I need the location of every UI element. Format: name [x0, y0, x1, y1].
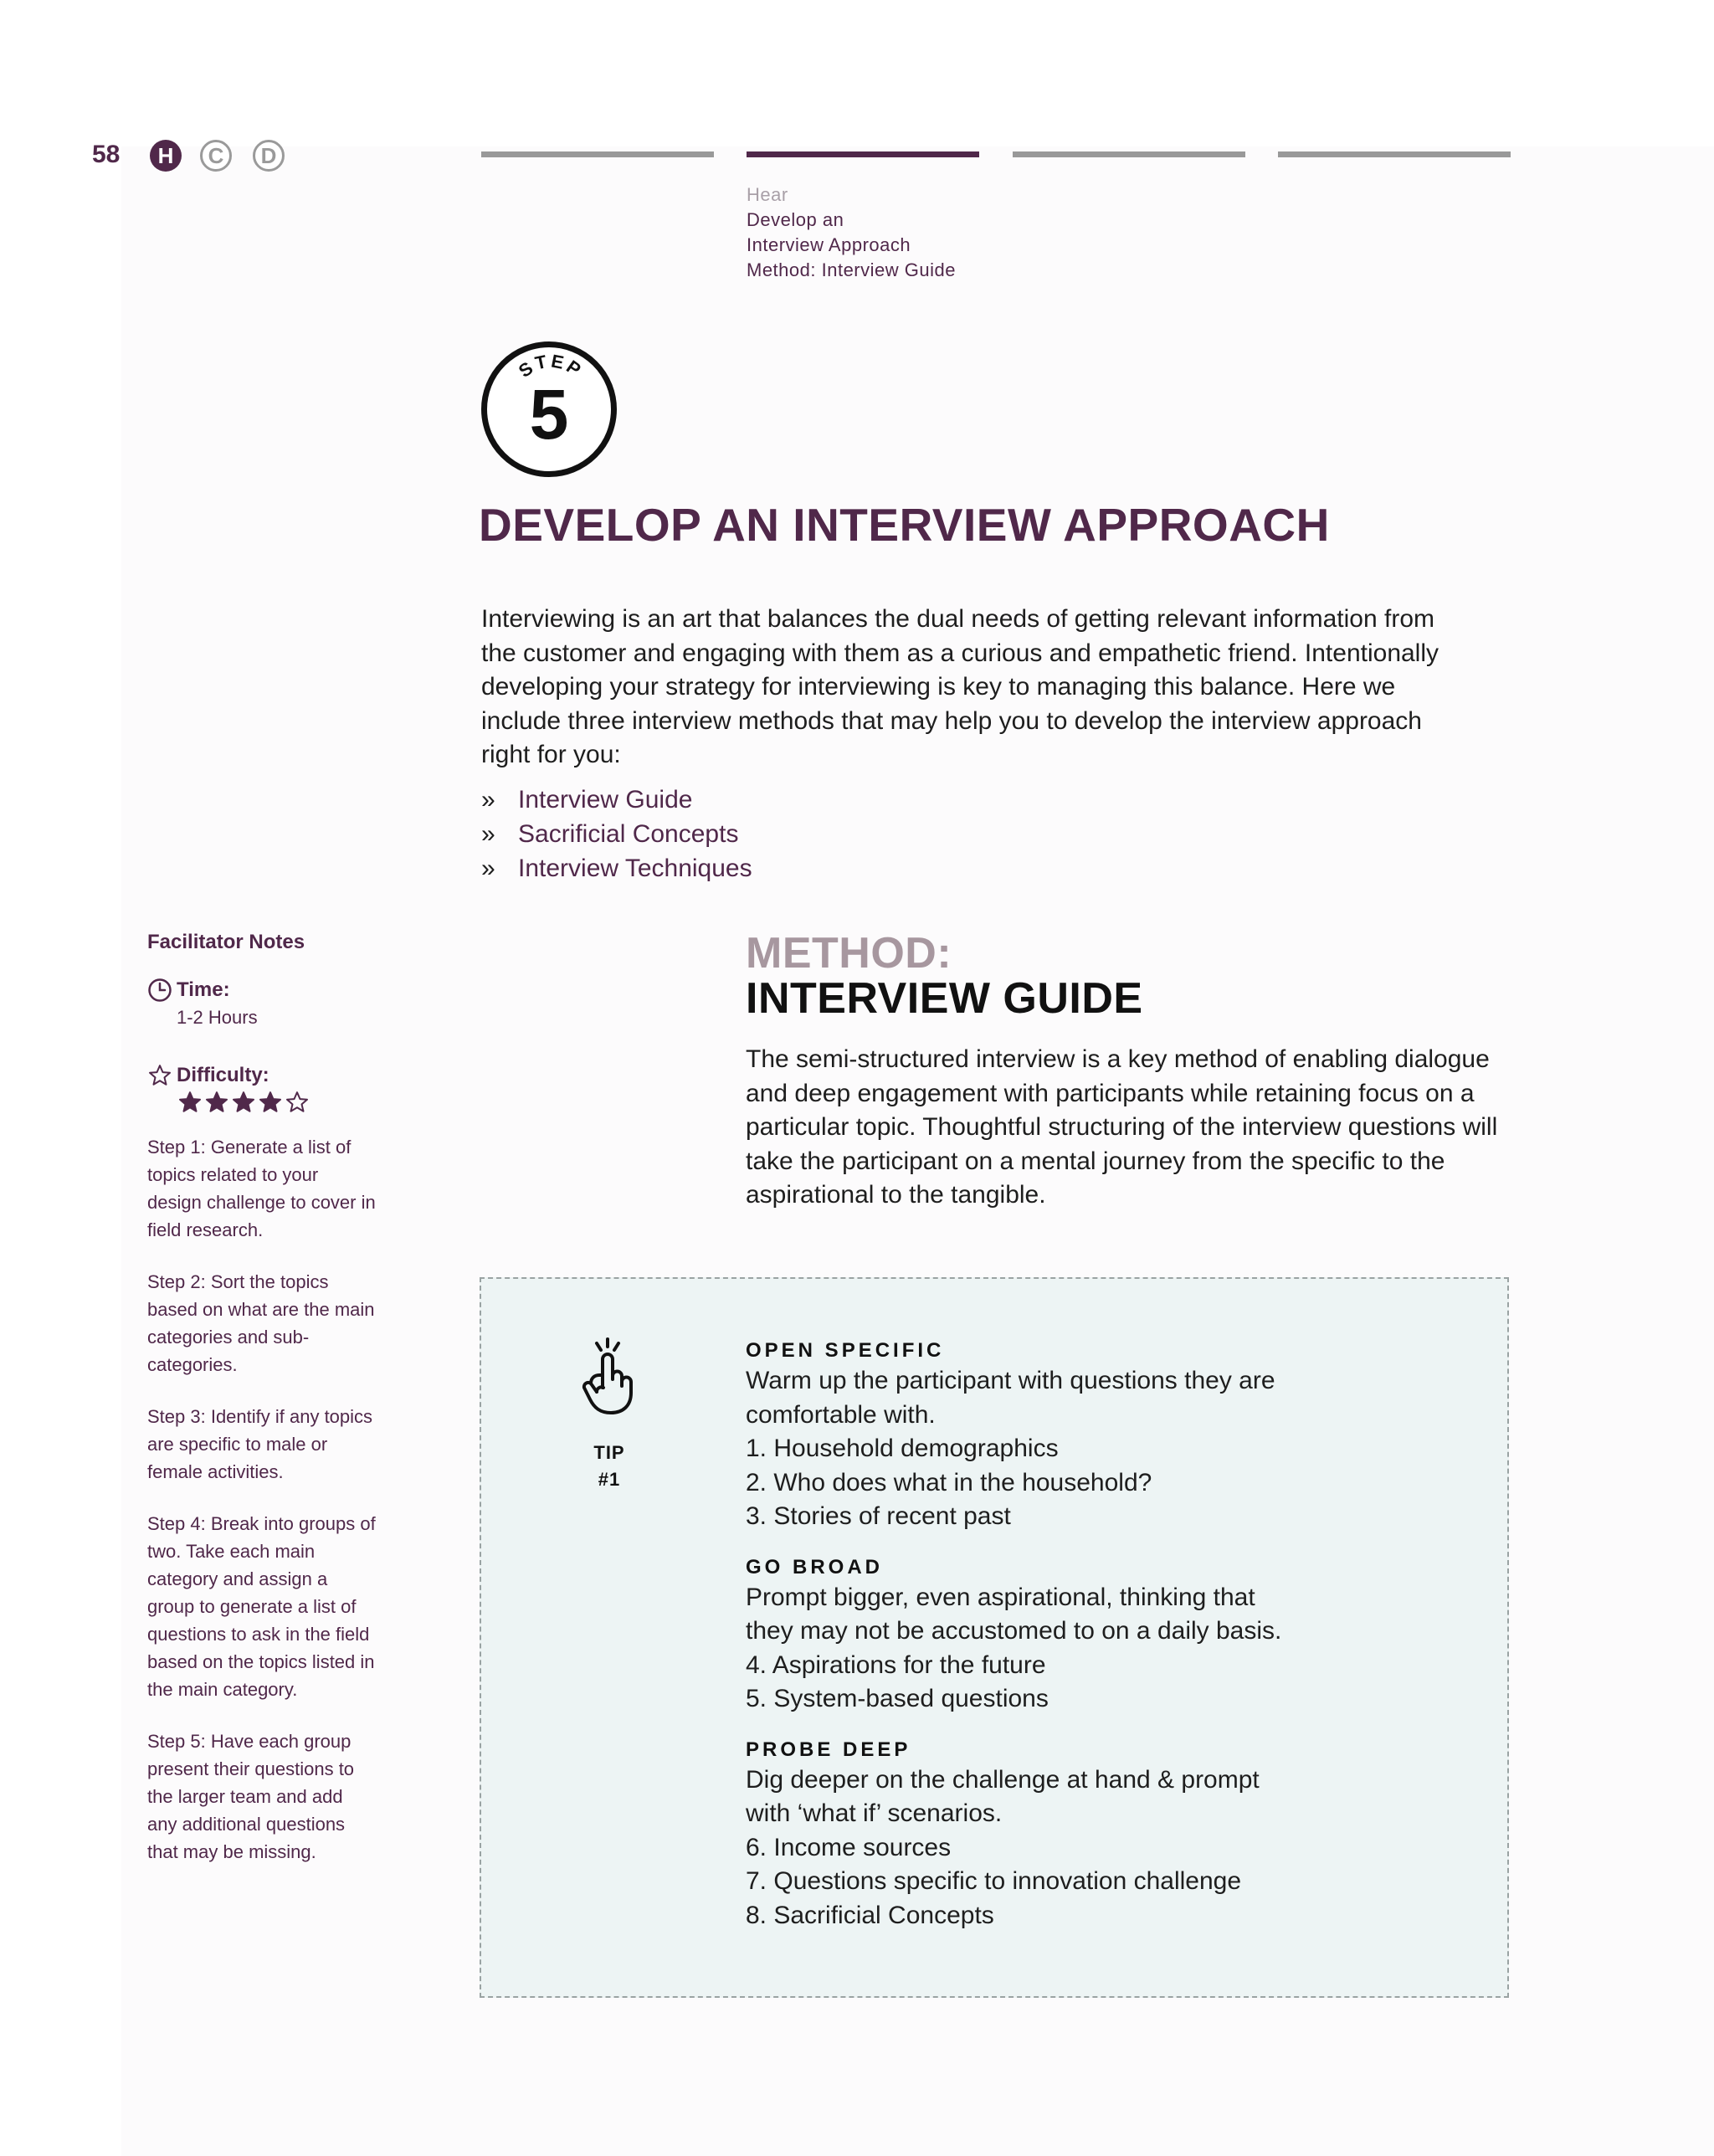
facilitator-step: Step 1: Generate a list of topics related to your design challenge to cover in field research. — [147, 1137, 376, 1240]
breadcrumb-line: Method: Interview Guide — [747, 259, 956, 280]
star-empty-icon — [285, 1090, 310, 1115]
facilitator-step: Step 3: Identify if any topics are specific to male or female activities. — [147, 1406, 373, 1482]
breadcrumb-phase: Hear — [747, 184, 788, 205]
star-outline-icon — [147, 1063, 172, 1088]
method-title: INTERVIEW GUIDE — [746, 974, 1143, 1023]
difficulty-label-row — [147, 1063, 398, 1088]
difficulty-rating — [177, 1090, 310, 1115]
bullet: » — [481, 820, 495, 848]
tip-line: 2. Who does what in the household? — [746, 1468, 1152, 1496]
breadcrumb-line: Develop an — [747, 209, 844, 230]
method-description: The semi-structured interview is a key method of enabling dialogue and deep engagement with participants while retaining focus on a particular topic. Thoughtful structuring of the interview questions will take the participant on a mental journey from the specific to the aspirational to the tangible. — [746, 1045, 1498, 1209]
tip-line: 1. Household demographics — [746, 1435, 1059, 1462]
methods-list — [481, 783, 1234, 886]
list-item[interactable] — [481, 783, 1234, 817]
star-filled-icon — [177, 1090, 203, 1115]
progress-segment — [481, 151, 714, 157]
progress-segment-active — [747, 151, 979, 157]
pointing-finger-icon — [574, 1336, 641, 1419]
tip-line: with ‘what if’ scenarios. — [746, 1799, 1003, 1827]
bullet: » — [481, 855, 495, 882]
tip-section-probe-deep — [746, 1737, 1465, 1933]
clock-icon — [147, 978, 172, 1003]
breadcrumb-line: Interview Approach — [747, 234, 911, 255]
progress-segment — [1013, 151, 1245, 157]
method-link-interview-guide[interactable]: Interview Guide — [518, 786, 693, 814]
facilitator-steps — [147, 1133, 398, 1890]
svg-text:STEP: STEP — [514, 350, 588, 382]
time-value: 1-2 Hours — [177, 1007, 258, 1028]
facilitator-notes-title: Facilitator Notes — [147, 931, 305, 953]
progress-segment — [1278, 151, 1511, 157]
bullet: » — [481, 786, 495, 814]
tip-line: 3. Stories of recent past — [746, 1502, 1011, 1530]
facilitator-step: Step 2: Sort the topics based on what are the main categories and sub-categories. — [147, 1271, 375, 1375]
tip-heading: OPEN SPECIFIC — [746, 1339, 945, 1362]
star-filled-icon — [231, 1090, 256, 1115]
tip-line: Prompt bigger, even aspirational, thinking that — [746, 1583, 1255, 1611]
tip-content — [746, 1337, 1465, 1953]
tip-line: 5. System-based questions — [746, 1685, 1049, 1712]
list-item[interactable] — [481, 851, 1234, 886]
tip-heading: GO BROAD — [746, 1555, 883, 1578]
nav-badge-create[interactable]: C — [200, 140, 232, 172]
breadcrumb — [747, 182, 956, 283]
tip-number: #1 — [598, 1469, 621, 1490]
page-number: 58 — [92, 141, 121, 168]
tip-label — [574, 1440, 644, 1493]
tip-label-line: TIP — [593, 1442, 625, 1463]
tip-section-go-broad — [746, 1554, 1465, 1717]
nav-badge-deliver[interactable]: D — [253, 140, 285, 172]
tip-line: 4. Aspirations for the future — [746, 1650, 1046, 1679]
facilitator-step: Step 4: Break into groups of two. Take each main category and assign a group to generate a list of questions to ask in the field based on the topics listed in the main category. — [147, 1513, 376, 1700]
time-label-row — [147, 978, 398, 1003]
intro-paragraph: Interviewing is an art that balances the dual needs of getting relevant information from the customer and engaging with them as a curious and empathetic friend. Intentionally developing your strategy for interviewing is key to managing this balance. Here we include three interview methods that may help you to develop the interview approach right for you: — [481, 605, 1439, 768]
page-title: DEVELOP AN INTERVIEW APPROACH — [479, 499, 1330, 551]
tip-line: they may not be accustomed to on a daily basis. — [746, 1617, 1282, 1645]
tip-line: Warm up the participant with questions they are — [746, 1367, 1275, 1394]
tip-section-open-specific — [746, 1337, 1465, 1534]
facilitator-step: Step 5: Have each group present their questions to the larger team and add any additional questions that may be missing. — [147, 1731, 355, 1862]
method-kicker: METHOD: — [746, 929, 952, 978]
nav-badge-hear[interactable]: H — [150, 140, 182, 172]
tip-line: 7. Questions specific to innovation challenge — [746, 1867, 1242, 1895]
tip-line: comfortable with. — [746, 1400, 936, 1429]
time-label: Time: — [177, 978, 230, 1001]
tip-line: 8. Sacrificial Concepts — [746, 1901, 994, 1929]
tip-line: 6. Income sources — [746, 1833, 952, 1861]
star-filled-icon — [204, 1090, 229, 1115]
tip-line: Dig deeper on the challenge at hand & prompt — [746, 1765, 1260, 1794]
step-badge — [481, 341, 617, 477]
star-filled-icon — [258, 1090, 283, 1115]
tip-heading: PROBE DEEP — [746, 1738, 911, 1761]
method-link-sacrificial-concepts[interactable]: Sacrificial Concepts — [518, 820, 739, 848]
list-item[interactable] — [481, 817, 1234, 851]
step-number: 5 — [529, 375, 569, 454]
difficulty-label: Difficulty: — [177, 1064, 269, 1086]
method-link-interview-techniques[interactable]: Interview Techniques — [518, 855, 752, 882]
